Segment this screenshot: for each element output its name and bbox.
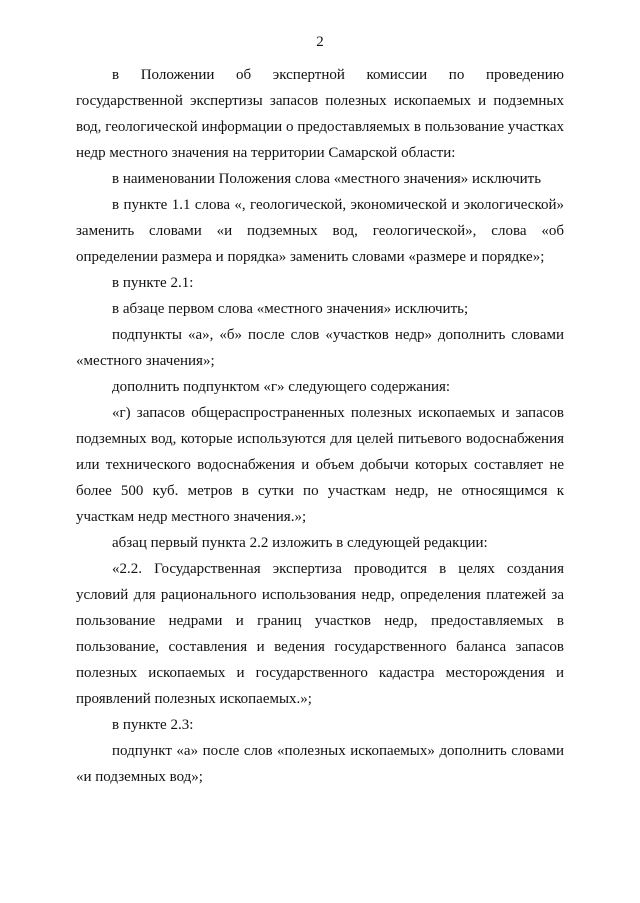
paragraph: в абзаце первом слова «местного значения» исключить; bbox=[112, 301, 469, 317]
paragraph: подпункты «а», «б» после слов «участков недр» дополнить словами «местного значения»; bbox=[76, 327, 564, 369]
paragraph: в пункте 2.3: bbox=[112, 717, 194, 733]
document-body bbox=[76, 62, 564, 790]
paragraph: подпункт «а» после слов «полезных ископаемых» дополнить словами «и подземных вод»; bbox=[76, 743, 564, 785]
paragraph: в пункте 2.1: bbox=[112, 275, 194, 291]
paragraph: абзац первый пункта 2.2 изложить в следующей редакции: bbox=[112, 535, 488, 551]
paragraph: в пункте 1.1 слова «, геологической, экономической и экологической» заменить словами «и подземных вод, геологической», слова «об определении размера и порядка» заменить словами «размере и порядке»; bbox=[76, 197, 564, 265]
paragraph: в наименовании Положения слова «местного значения» исключить bbox=[112, 171, 542, 187]
paragraph: «2.2. Государственная экспертиза проводится в целях создания условий для рационального использования недр, определения платежей за пользование недрами и границ участков недр, предоставляемых в пользование, составления и ведения государственного баланса запасов полезных ископаемых и государственного кадастра месторождения и проявлений полезных ископаемых.»; bbox=[76, 561, 564, 707]
paragraph: «г) запасов общераспространенных полезных ископаемых и запасов подземных вод, которые используются для целей питьевого водоснабжения или технического водоснабжения и объем добычи которых составляет не более 500 куб. метров в сутки по участкам недр, не относящимся к участкам недр местного значения.»; bbox=[76, 405, 564, 525]
paragraph: в Положении об экспертной комиссии по проведению государственной экспертизы запасов полезных ископаемых и подземных вод, геологической информации о предоставляемых в пользование участках недр местного значения на территории Самарской области: bbox=[76, 67, 564, 161]
paragraph: дополнить подпунктом «г» следующего содержания: bbox=[112, 379, 451, 395]
page-number: 2 bbox=[316, 34, 324, 50]
